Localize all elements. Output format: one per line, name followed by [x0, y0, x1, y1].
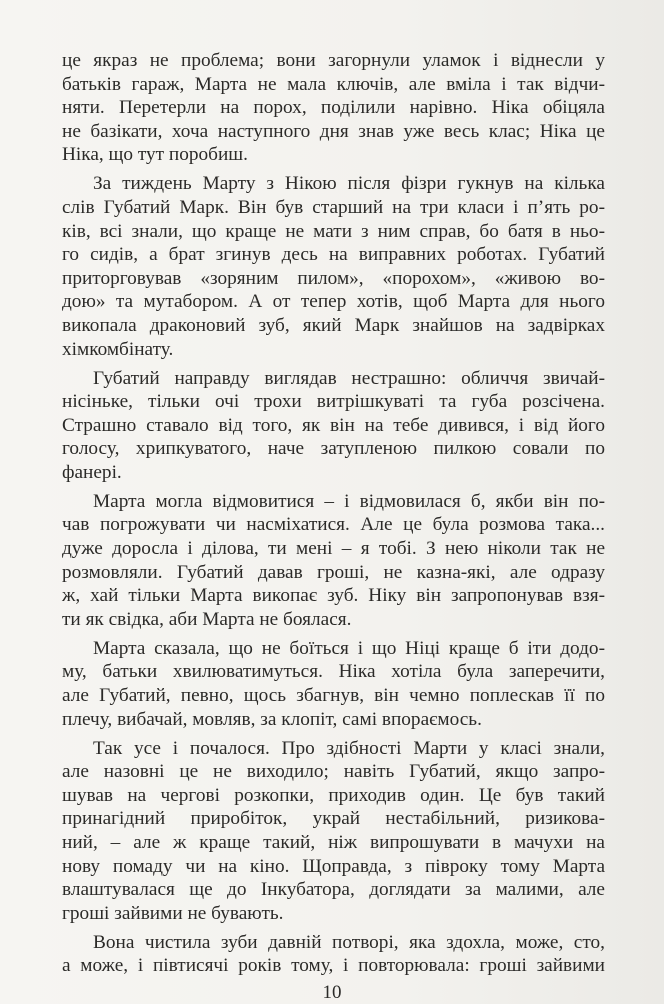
text-line: Губатий направду виглядав нестрашно: обличчя звичай-	[93, 367, 605, 389]
paragraph	[62, 931, 605, 978]
text-line: але Губатий, певно, щось збагнув, він чемно поплескав її по	[62, 685, 605, 706]
book-page-text	[62, 49, 605, 983]
paragraph	[62, 737, 605, 926]
text-line: шував на чергові розкопки, приходив один. Це був такий	[62, 784, 605, 806]
text-line: ти як свідка, аби Марта не боялася.	[62, 608, 352, 630]
text-line: чав погрожувати чи насміхатися. Але це була розмова така...	[62, 514, 605, 536]
paragraph	[62, 172, 605, 361]
text-line: викопала драконовий зуб, який Марк знайшов на задвірках	[62, 314, 605, 336]
text-line: Страшно ставало від того, як він на тебе дивився, і від його	[62, 414, 605, 436]
text-line: ний, – але ж краще такий, ніж випрошувати в мачухи на	[62, 831, 605, 853]
text-line: гроші зайвими не бувають.	[62, 902, 284, 924]
paragraph	[62, 490, 605, 632]
text-line: нісіньке, тільки очі трохи витрішкуваті та губа розсічена.	[62, 391, 605, 413]
text-line: розмовляли. Губатий давав гроші, не казна-які, але одразу	[62, 561, 605, 583]
text-line: Вона чистила зуби давній потворі, яка здохла, може, сто,	[93, 931, 605, 953]
text-line: му, батьки хвилюватимуться. Ніка хотіла була заперечити,	[62, 661, 605, 683]
text-line: хімкомбінату.	[62, 338, 174, 360]
text-line: ж, хай тільки Марта викопає зуб. Ніку він запропонував взя-	[62, 585, 605, 607]
text-line: влаштувалася ще до Інкубатора, доглядати за малими, але	[62, 879, 605, 901]
page-number: 10	[322, 982, 342, 1003]
paragraph	[62, 49, 605, 167]
text-line: принагідний приробіток, украй нестабільний, ризикова-	[62, 808, 605, 830]
text-line: нову помаду чи на кіно. Щоправда, з півроку тому Марта	[62, 855, 605, 877]
text-line: а може, і півтисячі років тому, і повторювала: гроші зайвими	[62, 955, 605, 977]
text-line: няти. Перетерли на порох, поділили нарівно. Ніка обіцяла	[62, 97, 605, 119]
text-line: го сидів, а брат згинув десь на виправних роботах. Губатий	[62, 244, 605, 266]
text-line: За тиждень Марту з Нікою після фізри гукнув на кілька	[93, 173, 605, 195]
text-line: приторговував «зоряним пилом», «порохом», «живою во-	[62, 267, 605, 289]
text-line: дуже доросла і ділова, ти мені – я тобі. З нею ніколи так не	[62, 538, 605, 560]
paragraph	[62, 367, 605, 485]
text-line: Марта могла відмовитися – і відмовилася б, якби він по-	[93, 490, 605, 512]
text-line: не базікати, хоча наступного дня знав уже весь клас; Ніка це	[62, 120, 605, 142]
text-line: фанері.	[62, 461, 122, 483]
text-line: це якраз не проблема; вони загорнули уламок і віднесли у	[62, 50, 605, 71]
text-line: Так усе і почалося. Про здібності Марти у класі знали,	[93, 737, 605, 759]
text-line: плечу, вибачай, мовляв, за клопіт, самі впораємось.	[62, 708, 482, 730]
text-line: ків, всі знали, що краще не мати з ним справ, бо батя в ньо-	[62, 220, 605, 242]
text-line: але назовні це не виходило; навіть Губатий, якщо запро-	[62, 761, 605, 783]
text-line: дою» та мутабором. А от тепер хотів, щоб Марта для нього	[62, 291, 605, 313]
text-line: слів Губатий Марк. Він був старший на три класи і п’ять ро-	[62, 196, 605, 218]
text-line: Марта сказала, що не боїться і що Ніці краще б іти додо-	[93, 637, 605, 659]
text-line: голосу, хрипкуватого, наче затупленою пилкою совали по	[62, 438, 605, 460]
text-line: батьків гараж, Марта не мала ключів, але вміла і так відчи-	[62, 73, 605, 95]
text-line: Ніка, що тут поробиш.	[62, 144, 248, 166]
paragraph	[62, 637, 605, 731]
